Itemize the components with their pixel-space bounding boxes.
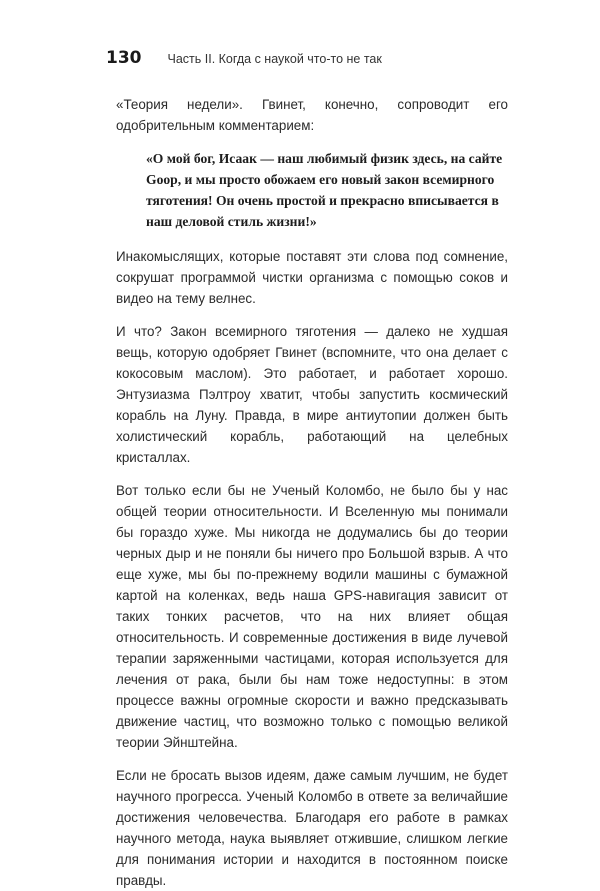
paragraph-3: И что? Закон всемирного тяготения — далеко не худшая вещь, которую одобряет Гвинет (вспомните, что она делает с кокосовым маслом). Это работает, и работает хорошо. Энтузиазма Пэлтроу хватит, чтобы запустить космический корабль на Луну. Правда, в мире антиутопии должен быть холистический корабль, работающий на целебных кристаллах.: [116, 324, 508, 465]
block-quote: «О мой бог, Исаак — наш любимый физик здесь, на сайте Goop, и мы просто обожаем его новый закон всемирного тяготения! Он очень простой и прекрасно вписывается в наш деловой стиль жизни!»: [146, 151, 503, 229]
paragraph-2: Инакомыслящих, которые поставят эти слова под сомнение, сокрушат программой чистки организма с помощью соков и видео на тему велнес.: [116, 249, 508, 306]
page-body: [116, 94, 508, 891]
page-number: 130: [106, 48, 142, 68]
paragraph-4: Вот только если бы не Ученый Коломбо, не было бы у нас общей теории относительности. И Вселенную мы понимали бы гораздо хуже. Мы никогда не додумались бы до теории черных дыр и не поняли бы ничего про Большой взрыв. А что еще хуже, мы бы по-прежнему водили машины с бумажной картой на коленках, ведь наша GPS-навигация зависит от таких тонких расчетов, что на них влияет общая относительность. И современные достижения в виде лучевой терапии заряженными частицами, которая используется для лечения от рака, были бы нам тоже недоступны: в этом процессе важны огромные скорости и важно предсказывать движение частиц, что возможно только с помощью великой теории Эйнштейна.: [116, 483, 508, 750]
running-head: Часть II. Когда с наукой что-то не так: [167, 52, 382, 66]
paragraph-5: Если не бросать вызов идеям, даже самым лучшим, не будет научного прогресса. Ученый Коломбо в ответе за величайшие достижения человечества. Благодаря его работе в рамках научного метода, наука выявляет отжившие, слишком легкие для понимания истории и находится в постоянном поиске правды.: [116, 768, 508, 888]
paragraph-1: «Теория недели». Гвинет, конечно, сопроводит его одобрительным комментарием:: [116, 97, 508, 133]
page-header: [106, 48, 560, 74]
